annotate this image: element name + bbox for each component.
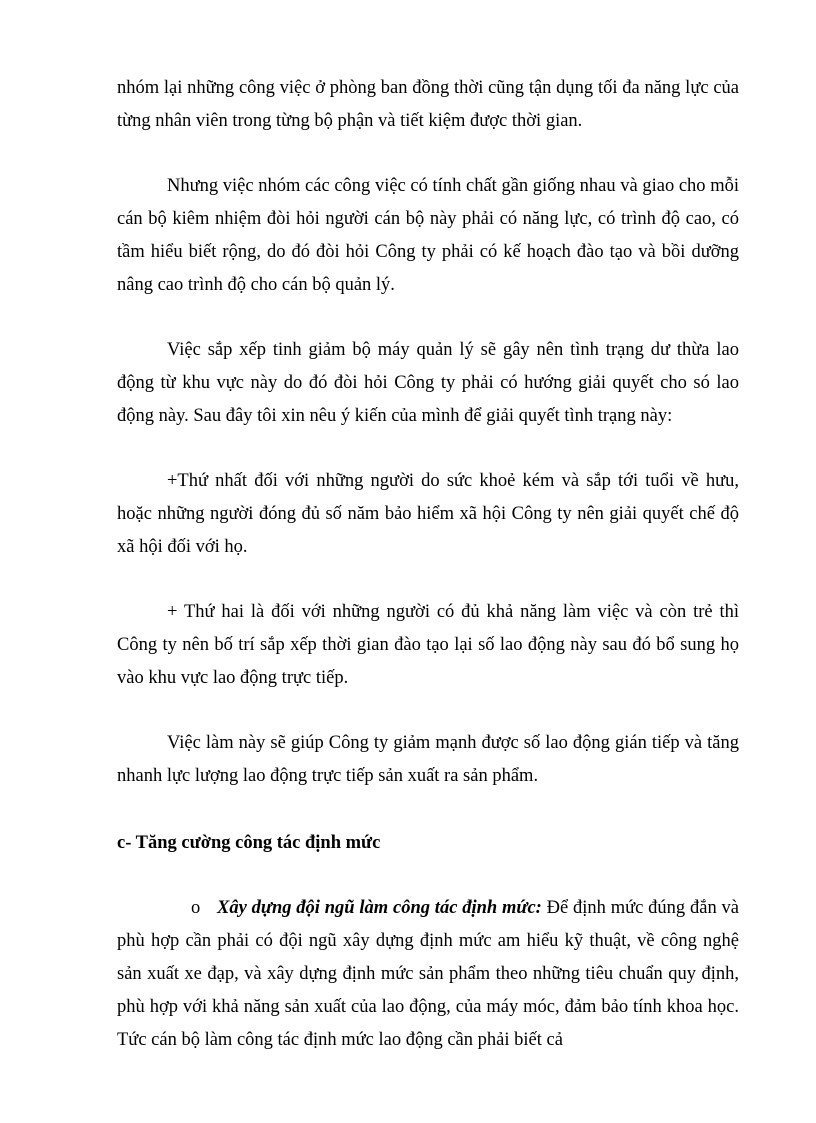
- paragraph-4: +Thứ nhất đối với những người do sức khoẻ kém và sắp tới tuổi về hưu, hoặc những người đóng đủ số năm bảo hiểm xã hội Công ty nên giải quyết chế độ xã hội đối với họ.: [117, 471, 739, 557]
- document-body: [117, 72, 739, 1057]
- paragraph-2: Nhưng việc nhóm các công việc có tính chất gần giống nhau và giao cho mỗi cán bộ kiêm nhiệm đòi hỏi người cán bộ này phải có năng lực, có trình độ cao, có tầm hiểu biết rộng, do đó đòi hỏi Công ty phải có kế hoạch đào tạo và bồi dưỡng nâng cao trình độ cho cán bộ quản lý.: [117, 176, 739, 295]
- bullet-paragraph: [117, 892, 739, 1057]
- paragraph-3: Việc sắp xếp tinh giảm bộ máy quản lý sẽ gây nên tình trạng dư thừa lao động từ khu vực này do đó đòi hỏi Công ty phải có hướng giải quyết cho só lao động này. Sau đây tôi xin nêu ý kiến của mình để giải quyết tình trạng này:: [117, 340, 739, 426]
- section-heading: c- Tăng cường công tác định mức: [117, 833, 381, 853]
- paragraph-1: nhóm lại những công việc ở phòng ban đồng thời cũng tận dụng tối đa năng lực của từng nhân viên trong từng bộ phận và tiết kiệm được thời gian.: [117, 78, 739, 131]
- bullet-marker: o: [191, 898, 201, 918]
- paragraph-5: + Thứ hai là đối với những người có đủ khả năng làm việc và còn trẻ thì Công ty nên bố trí sắp xếp thời gian đào tạo lại số lao động này sau đó bổ sung họ vào khu vực lao động trực tiếp.: [117, 602, 739, 688]
- bullet-text: Để định mức đúng đắn và phù hợp cần phải có đội ngũ xây dựng định mức am hiểu kỹ thuật, về công nghệ sản xuất xe đạp, và xây dựng định mức sản phẩm theo những tiêu chuẩn quy định, phù hợp với khả năng sản xuất của lao động, của máy móc, đảm bảo tính khoa học. Tức cán bộ làm công tác định mức lao động cần phải biết cả: [117, 898, 739, 1050]
- bullet-title: Xây dựng đội ngũ làm công tác định mức:: [217, 898, 542, 918]
- paragraph-6: Việc làm này sẽ giúp Công ty giảm mạnh được số lao động gián tiếp và tăng nhanh lực lượng lao động trực tiếp sản xuất ra sản phẩm.: [117, 733, 739, 786]
